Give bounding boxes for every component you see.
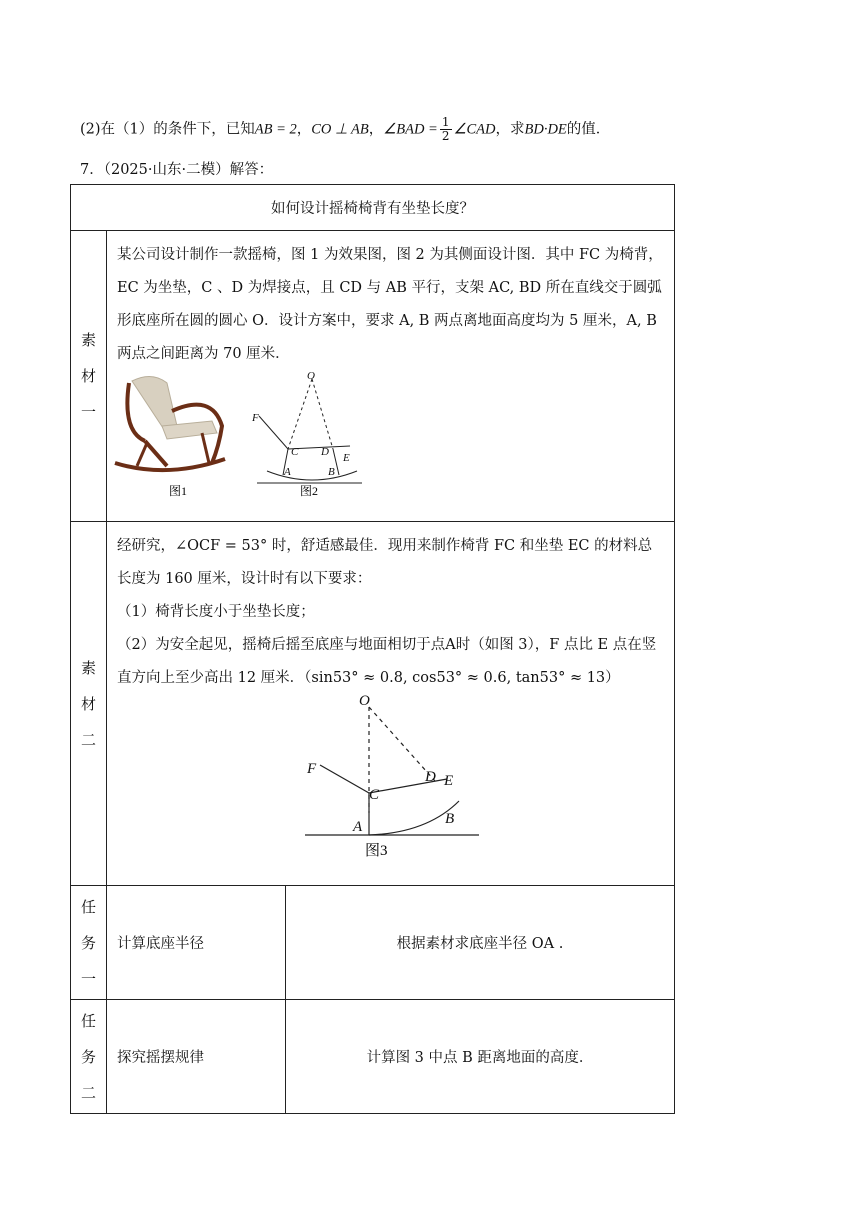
fig2-label-D: D — [321, 446, 329, 458]
material-1-side-label: 素 材 一 — [71, 231, 107, 522]
fig3-label-E: E — [444, 773, 454, 789]
question-7-label: 7．（2025·山东·二模）解答： — [80, 162, 274, 178]
task-2-side-label: 任 务 二 — [71, 1000, 107, 1114]
task-1-name: 计算底座半径 — [107, 886, 286, 1000]
fig1-caption: 图1 — [169, 484, 188, 498]
material-1-content — [107, 231, 675, 522]
fig3-label-C: C — [369, 787, 380, 803]
fig3-label-B: B — [445, 811, 455, 827]
fig3-caption: 图3 — [365, 843, 388, 859]
figure-3-diagram — [107, 695, 673, 875]
fig2-label-E: E — [343, 452, 350, 464]
fig2-label-F: F — [252, 412, 259, 424]
task-2-description: 计算图 3 中点 B 距离地面的高度． — [286, 1000, 675, 1114]
fig3-label-D: D — [425, 769, 436, 785]
fig3-label-F: F — [307, 761, 317, 777]
fig3-label-A: A — [353, 819, 363, 835]
rocking-chair-image — [115, 376, 225, 470]
fig2-label-C: C — [291, 446, 299, 458]
fig2-caption: 图2 — [300, 484, 319, 498]
fig2-label-O: O — [307, 371, 315, 382]
material-2-side-label: 素 材 二 — [71, 522, 107, 886]
question-2-line: (2)在（1）的条件下，已知AB = 2，CO ⊥ AB，∠BAD = $\frac{1}{2}$ ∠CAD，求BD·DE的值． — [80, 115, 611, 143]
material-2-text: 经研究，∠OCF = 53° 时，舒适感最佳．现用来制作椅背 FC 和坐垫 EC 的材料总长度为 160 厘米，设计时有以下要求： （1）椅背长度小于坐垫长度； （2）为安全起见，摇椅后摇至底座与地面相切于点A时（如图 3），F 点比 E 点在竖直方向上至少高出 12 厘米．（sin53° ≈ 0.8, cos53° ≈ 0.6, tan53° ≈ 13） — [117, 538, 657, 686]
figure-2-diagram — [257, 379, 362, 483]
material-1-text: 某公司设计制作一款摇椅，图 1 为效果图，图 2 为其侧面设计图．其中 FC 为椅背，EC 为坐垫，C 、D 为焊接点，且 CD 与 AB 平行，支架 AC, BD 所在直线交于圆弧形底座所在圆的圆心 O．设计方案中，要求 A, B 两点离地面高度均为 5 厘米，A, B 两点之间距离为 70 厘米． — [117, 247, 663, 362]
task-2-name: 探究摇摆规律 — [107, 1000, 286, 1114]
task-1-description: 根据素材求底座半径 OA . — [286, 886, 675, 1000]
material-2-content — [107, 522, 675, 886]
fraction-one-half: $\frac{1}{2}$ — [441, 115, 450, 143]
figures-1-2-svg — [107, 371, 673, 521]
fig3-label-O: O — [359, 695, 370, 709]
problem-table — [70, 184, 675, 1114]
material-1-figures — [107, 371, 674, 521]
fig2-label-B: B — [328, 466, 335, 478]
task-1-side-label: 任 务 一 — [71, 886, 107, 1000]
table-title: 如何设计摇椅椅背有坐垫长度？ — [71, 185, 675, 231]
fig2-label-A: A — [284, 466, 291, 478]
